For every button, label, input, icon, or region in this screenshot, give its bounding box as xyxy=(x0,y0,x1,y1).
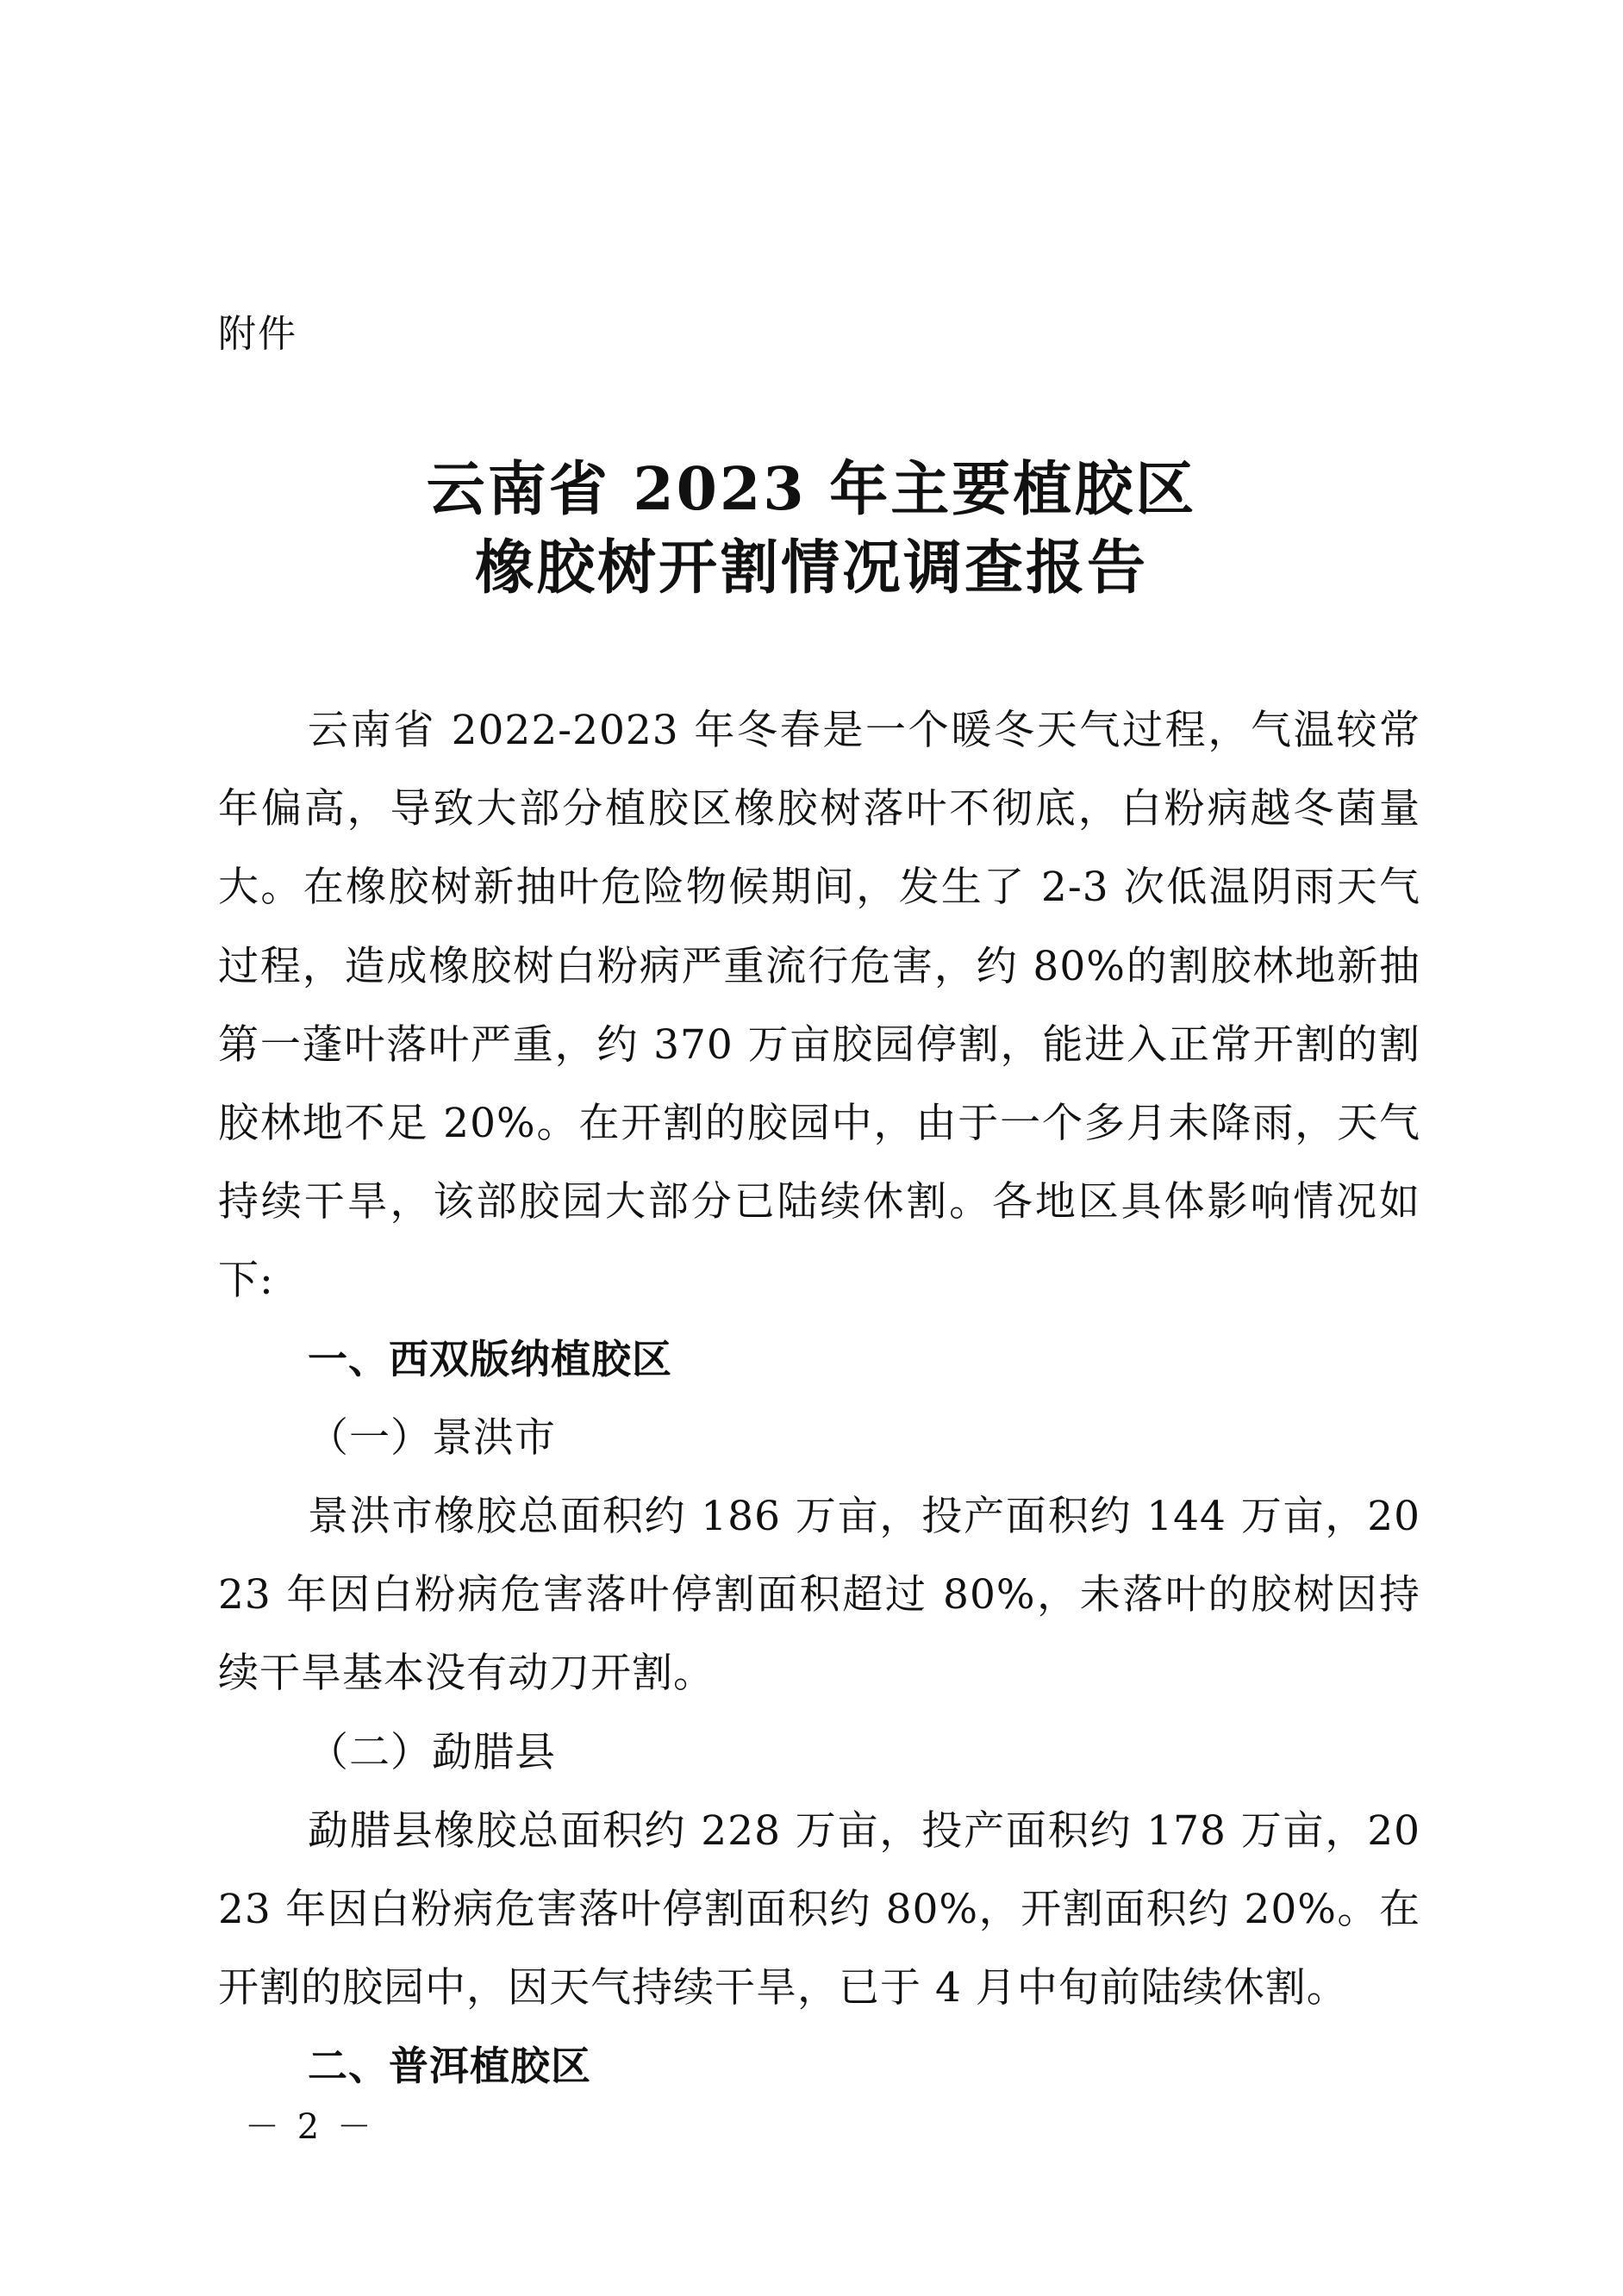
document-title-line1: 云南省 2023 年主要植胶区 xyxy=(426,455,1197,524)
section-heading-xishuangbanna: 一、西双版纳植胶区 xyxy=(308,1335,672,1382)
paragraph-mengla: 勐腊县橡胶总面积约 228 万亩，投产面积约 178 万亩，2023 年因白粉病危害落叶停割面积约 80%，开割面积约 20%。在开割的胶园中，因天气持续干旱，已于 4 月中旬前陆续休割。 xyxy=(218,1806,1420,2012)
page-number: － 2 － xyxy=(245,2107,375,2147)
paragraph-jinghong: 景洪市橡胶总面积约 186 万亩，投产面积约 144 万亩，2023 年因白粉病危害落叶停割面积超过 80%，未落叶的胶树因持续干旱基本没有动刀开割。 xyxy=(218,1493,1420,1698)
document-body xyxy=(218,691,1420,2106)
subsection-heading-jinghong: （一）景洪市 xyxy=(308,1413,556,1462)
document-title-line2: 橡胶树开割情况调查报告 xyxy=(474,533,1148,602)
subsection-heading-mengla: （二）勐腊县 xyxy=(308,1728,556,1776)
section-heading-puer: 二、普洱植胶区 xyxy=(308,2043,591,2090)
intro-paragraph: 云南省 2022-2023 年冬春是一个暖冬天气过程，气温较常年偏高，导致大部分植胶区橡胶树落叶不彻底，白粉病越冬菌量大。在橡胶树新抽叶危险物候期间，发生了 2-3 次低温阴雨天气过程，造成橡胶树白粉病严重流行危害，约 80%的割胶林地新抽第一蓬叶落叶严重，约 370 万亩胶园停割，能进入正常开割的割胶林地不足 20%。在开割的胶园中，由于一个多月未降雨，天气持续干旱，该部胶园大部分已陆续休割。各地区具体影响情况如下: xyxy=(218,707,1420,1305)
attachment-label: 附件 xyxy=(218,312,297,356)
